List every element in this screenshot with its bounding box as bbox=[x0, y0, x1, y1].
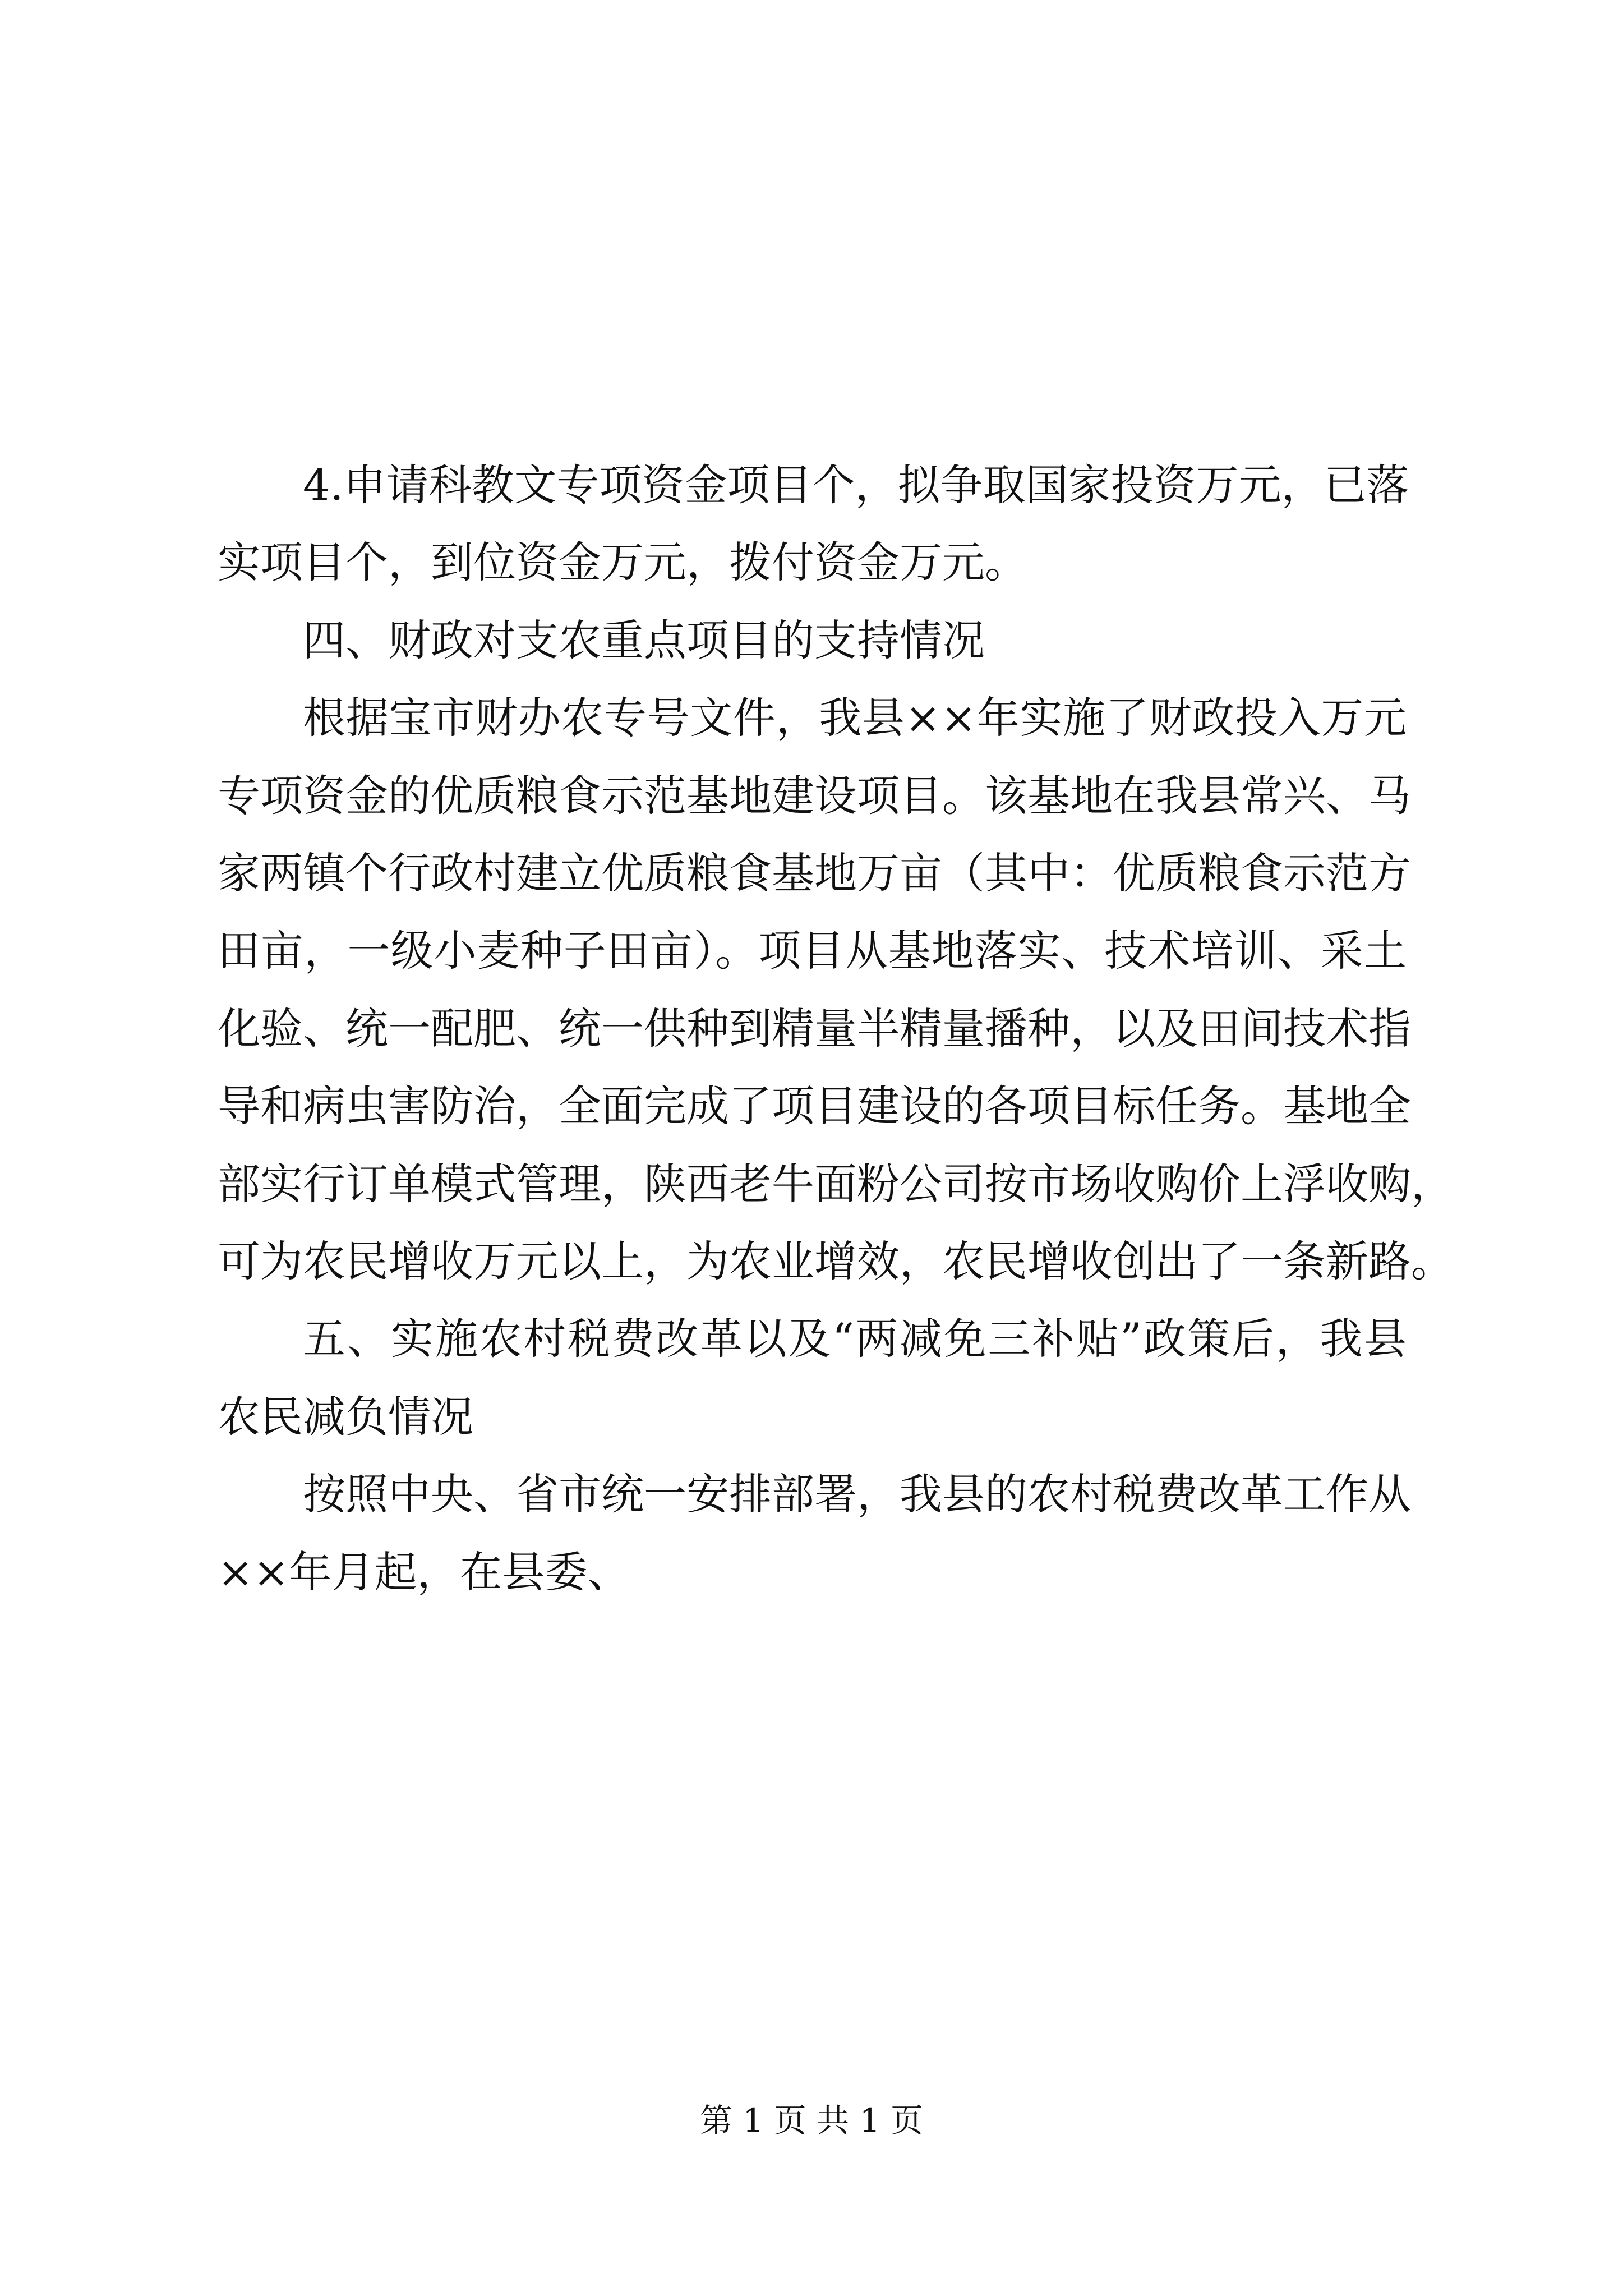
line-text: ××年月起，在县委、 bbox=[218, 1547, 630, 1597]
line-text: 按照中央、省市统一安排部署，我县的农村税费改革工作从 bbox=[303, 1469, 1411, 1519]
line-text: 专项资金的优质粮食示范基地建设项目。该基地在我县常兴、马 bbox=[218, 771, 1411, 821]
line-text: 家两镇个行政村建立优质粮食基地万亩（其中：优质粮食示范方 bbox=[218, 848, 1411, 898]
line-text: 根据宝市财办农专号文件，我县××年实施了财政投入万元 bbox=[303, 693, 1407, 743]
heading-text: 农民减负情况 bbox=[218, 1392, 473, 1442]
line-text: 田亩，一级小麦种子田亩）。项目从基地落实、技术培训、采土 bbox=[218, 926, 1407, 976]
page-number-footer: 第 1 页 共 1 页 bbox=[700, 2101, 923, 2139]
paragraph-line bbox=[0, 331, 1623, 510]
heading-text: 五、实施农村税费改革以及“两减免三补贴”政策后，我县 bbox=[303, 1314, 1407, 1364]
line-text: 4.申请科教文专项资金项目个，拟争取国家投资万元，已落 bbox=[303, 460, 1409, 510]
line-text: 可为农民增收万元以上，为农业增效，农民增收创出了一条新路。 bbox=[218, 1236, 1454, 1286]
line-text: 部实行订单模式管理，陕西老牛面粉公司按市场收购价上浮收购， bbox=[218, 1159, 1454, 1209]
line-text: 实项目个，到位资金万元，拨付资金万元。 bbox=[218, 537, 1027, 587]
line-text: 导和病虫害防治，全面完成了项目建设的各项目标任务。基地全 bbox=[218, 1081, 1411, 1131]
line-text: 化验、统一配肥、统一供种到精量半精量播种，以及田间技术指 bbox=[218, 1004, 1411, 1053]
heading-text: 四、财政对支农重点项目的支持情况 bbox=[303, 615, 985, 665]
